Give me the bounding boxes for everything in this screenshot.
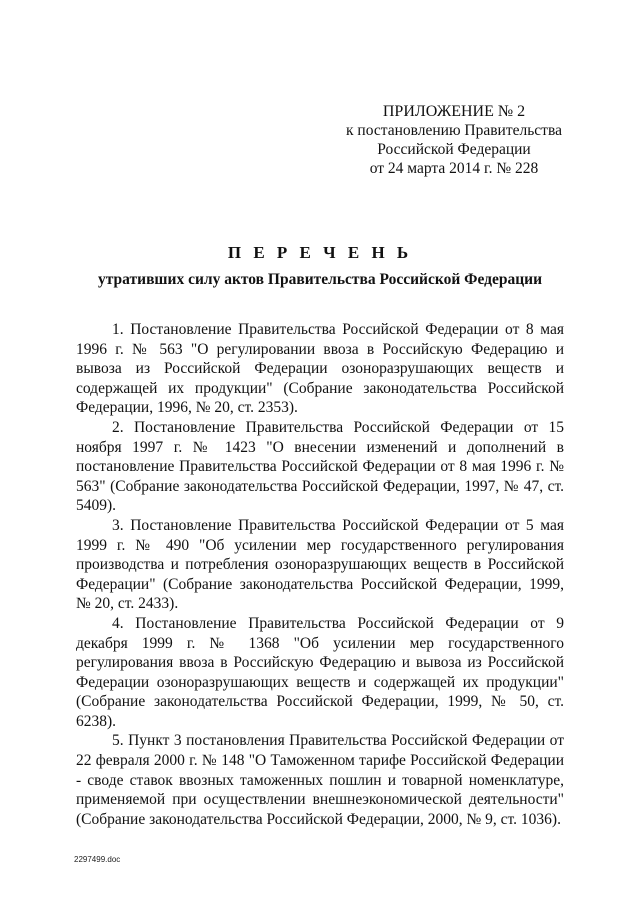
list-item: 1. Постановление Правительства Российской Федерации от 8 мая 1996 г. № 563 "О регулировании ввоза в Российскую Федерацию и вывоза из Российской Федерации озоноразрушающих веществ и содержащей их продукции" (Собрание законодательства Российской Федерации, 1996, № 20, ст. 2353). xyxy=(76,321,564,417)
list-item: 4. Постановление Правительства Российской Федерации от 9 декабря 1999 г. № 1368 "Об усилении мер государственного регулирования ввоза в Российскую Федерацию и вывоза из Российской Федерации озоноразрушающих веществ и содержащей их продукции" (Собрание законодательства Российской Федерации, 1999, № 50, ст. 6238). xyxy=(76,614,564,730)
list-item: 2. Постановление Правительства Российской Федерации от 15 ноября 1997 г. № 1423 "О внесении изменений и дополнений в постановление Правительства Российской Федерации от 8 мая 1996 г. № 563" (Собрание законодательства Российской Федерации, 1997, № 47, ст. 5409). xyxy=(76,418,564,515)
appendix-line-federation: Российской Федерации xyxy=(377,141,531,158)
appendix-line-date-number: от 24 марта 2014 г. № 228 xyxy=(369,160,539,177)
list-item: 3. Постановление Правительства Российской Федерации от 5 мая 1999 г. № 490 "Об усилении мер государственного регулирования производства и потребления озоноразрушающих веществ в Российской Федерации" (Собрание законодательства Российской Федерации, 1999, № 20, ст. 2433). xyxy=(76,516,564,613)
document-subtitle: утративших силу актов Правительства Российской Федерации xyxy=(98,271,542,288)
appendix-title: ПРИЛОЖЕНИЕ № 2 xyxy=(382,103,526,120)
appendix-header xyxy=(334,102,574,178)
list-item: 5. Пункт 3 постановления Правительства Российской Федерации от 22 февраля 2000 г. № 148 "О Таможенном тарифе Российской Федерации - своде ставок ввозных таможенных пошлин и товарной номенклатуре, применяемой при осуществлении внешнеэкономической деятельности" (Собрание законодательства Российской Федерации, 2000, № 9, ст. 1036). xyxy=(76,732,564,828)
document-title: П Е Р Е Ч Е Н Ь xyxy=(227,243,413,262)
appendix-line-resolution: к постановлению Правительства xyxy=(346,122,562,139)
file-name-footer: 2297499.doc xyxy=(74,855,121,864)
acts-list xyxy=(76,320,564,829)
